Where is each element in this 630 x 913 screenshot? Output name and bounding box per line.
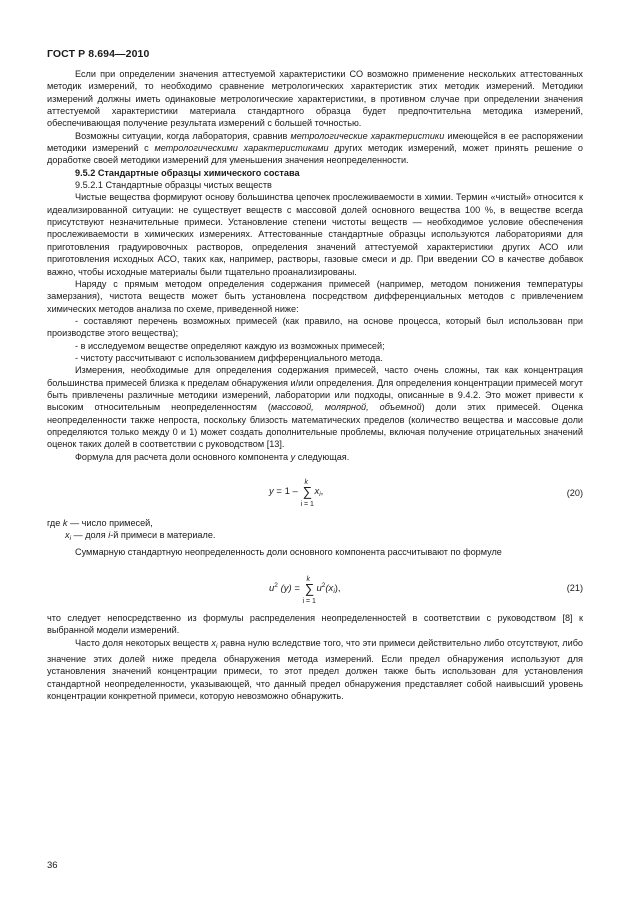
paragraph: Возможны ситуации, когда лаборатория, сравнив метрологические характеристики имеющейся в ее распоряжении методики измерений с метрологическими характеристиками других методик измерений, может принять решение о доработке своей методики измерений для уменьшения значения неопределенности. [47,130,583,166]
formula-21 [47,568,583,610]
formula-number: (20) [566,488,583,498]
document-header: ГОСТ Р 8.694—2010 [47,48,150,60]
page-number: 36 [47,860,58,871]
formula-21-expression: $u^2$ (y) = ∑ k i = 1 $u^2(x_i)$, [269,576,341,606]
paragraph: Измерения, необходимые для определения содержания примесей, часто очень сложны, так как концентрация большинства примесей близка к пределам обнаружения и/или определения. Для определения концентрации примесей могут быть привлечены различные методики измерений, лаборатории или подходы, описанные в 9.4.2. Это может привести к высоким относительным неопределенностям (массовой, молярной, объемной) доли этих примесей. Оценка неопределенности также непроста, поскольку близость математических пределов (количество вещества и массовые доли определяются только между 0 и 1) может создать дополнительные проблемы, включая получение отрицательных значений оценок таких долей в соответствии с руководством [13]. [47,365,583,450]
paragraph: Формула для расчета доли основного компонента y следующая. [75,451,350,462]
formula-20 [47,473,583,515]
paragraph: Суммарную стандартную неопределенность доли основного компонента рассчитывают по формуле [75,546,502,557]
section-heading: 9.5.2 Стандартные образцы химического состава [75,167,300,178]
paragraph: Часто доля некоторых веществ $x_i$ равна нулю вследствие того, что эти примеси действительно либо отсутствуют, либо значение этих долей ниже предела обнаружения метода измерений. Если предел обнаружения используют для установления значений концентрации примеси, то этот предел должен также быть использован для установления стандартной неопределенности, указывающей, что данный предел обнаружения представляет собой наивысший уровень концентрации конкретной примеси, которую невозможно обнаружить. [47,637,583,702]
subsection-heading: 9.5.2.1 Стандартные образцы чистых веществ [75,180,272,191]
sum-symbol: ∑ k i = 1 [302,576,316,606]
paragraph: Чистые вещества формируют основу большинства цепочек прослеживаемости в химии. Термин «чистый» относится к идеализированной ситуации: не существует веществ с массовой долей основного вещества 100 %, в веществе всегда присутствуют незначительные примеси. Установление степени чистоты веществ — необходимое условие обеспечения прослеживаемости в химических измерениях. Аттестованные стандартные образцы используются лабораториями для приготовления градуировочных растворов, определения значений аттестуемой характеристики других АСО или приготовления исходных АСО, таких как, например, растворы, газовые смеси и др. При введении СО в качестве добавок важно, чтобы исходные материалы были тщательно проанализированы. [47,192,583,277]
formula-number: (21) [566,583,583,594]
paragraph: что следует непосредственно из формулы распределения неопределенностей в соответствии с руководством [8] к выбранной модели измерений. [47,613,583,636]
paragraph: Если при определении значения аттестуемой характеристики СО возможно применение нескольких аттестованных методик измерений, то необходимо сравнение метрологических характеристик этих методик измерений. Методики измерений должны иметь одинаковые метрологические характеристики, в противном случае при определении значения аттестуемой характеристики материала стандартного образца будет предпочтительна методика измерений, обеспечивающая получение результата измерений с большей точностью. [47,69,583,129]
definition-line: где k — число примесей, [47,518,153,528]
list-item: - составляют перечень возможных примесей (как правило, на основе процесса, который был использован при производстве этого вещества); [47,315,583,339]
list-item: - в исследуемом веществе определяют каждую из возможных примесей; [75,340,385,351]
paragraph: Наряду с прямым методом определения содержания примесей (например, методом понижения температуры замерзания), чистота веществ может быть установлена посредством дифференциальных методов с привлечением химических методов анализа по схеме, приведенной ниже: [47,278,583,314]
formula-20-expression: y = 1 – ∑ k i = 1 $x_i$, [269,479,324,508]
list-item: - чистоту рассчитывают с использованием дифференциального метода. [75,352,383,363]
document-body [47,68,583,702]
definition-line: $x_i$ — доля i-й примеси в материале. [65,530,216,543]
sum-symbol: ∑ k i = 1 [300,479,314,508]
